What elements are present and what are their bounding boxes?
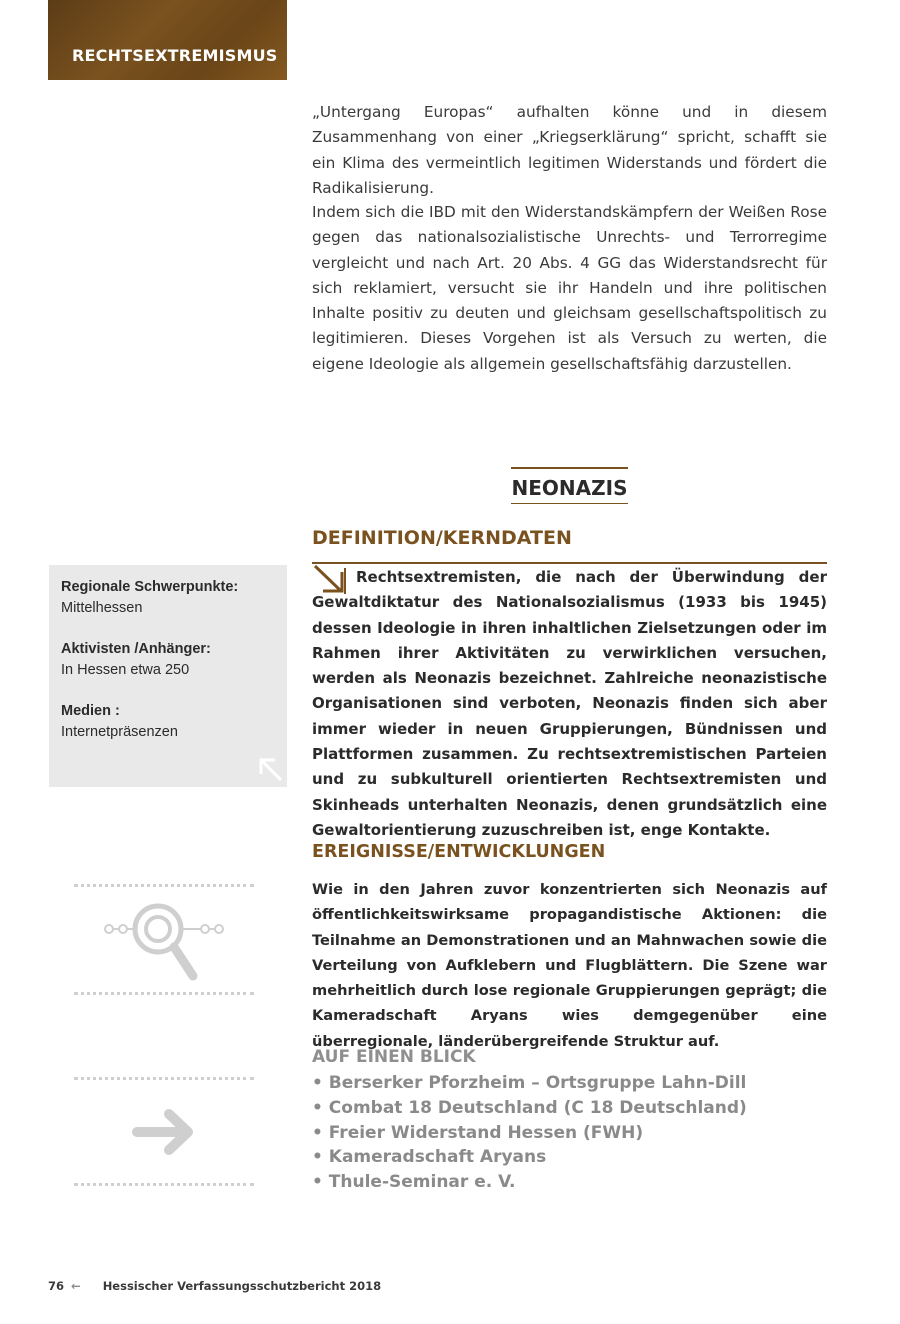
dotted-divider [74, 884, 254, 887]
dotted-divider [74, 992, 254, 995]
body-paragraph-1: „Untergang Europas“ aufhalten könne und in diesem Zusammenhang von einer „Kriegserklärung“ spricht, schafft sie ein Klima des vermeintlich legitimen Widerstands und fördert die Radikalisierung. [312, 103, 827, 197]
events-heading: EREIGNISSE/ENTWICKLUNGEN [312, 842, 606, 862]
facts-value-media: Internetpräsenzen [61, 724, 178, 740]
definition-rule [312, 562, 827, 564]
list-item: • Thule-Seminar e. V. [312, 1172, 516, 1193]
key-facts-box [49, 565, 287, 787]
definition-heading: DEFINITION/KERNDATEN [312, 527, 572, 549]
events-text: Wie in den Jahren zuvor konzentrierten sich Neonazis auf öffentlichkeitswirksame propagandistische Aktionen: die Teilnahme an Demonstrationen und an Mahnwachen sowie die Verteilung von Aufklebern und Flugblättern. Die Szene war mehrheitlich durch lose regionale Gruppierungen geprägt; die Kameradschaft Aryans wies demgegenüber eine überregionale, länderübergreifende Struktur auf. [312, 881, 827, 1050]
back-arrow-icon: ← [71, 1279, 81, 1293]
magnifier-icon [103, 900, 225, 984]
facts-label-regions: Regionale Schwerpunkte: [61, 579, 239, 595]
facts-value-regions: Mittelhessen [61, 600, 143, 616]
facts-value-activists: In Hessen etwa 250 [61, 662, 190, 678]
report-title: Hessischer Verfassungsschutzbericht 2018 [102, 1279, 382, 1293]
section-title: NEONAZIS [511, 467, 628, 504]
expand-arrow-icon [255, 754, 285, 784]
section-label: RECHTSEXTREMISMUS [72, 46, 278, 65]
list-item: • Berserker Pforzheim – Ortsgruppe Lahn-Dill [312, 1073, 747, 1093]
page-number: 76 [48, 1279, 65, 1293]
facts-label-media: Medien : [61, 703, 120, 719]
list-item: • Freier Widerstand Hessen (FWH) [312, 1122, 644, 1143]
page-footer [48, 1279, 381, 1293]
overview-heading: AUF EINEN BLICK [312, 1047, 476, 1067]
facts-label-activists: Aktivisten /Anhänger: [61, 641, 211, 657]
list-item: • Combat 18 Deutschland (C 18 Deutschland) [312, 1097, 747, 1118]
dotted-divider [74, 1183, 254, 1186]
section-header-band [48, 0, 287, 80]
definition-text: Rechtsextremisten, die nach der Überwindung der Gewaltdiktatur des Nationalsozialismus (1933 bis 1945) dessen Ideologie in ihren inhaltlichen Zielsetzungen oder im Rahmen ihrer Aktivitäten zu verwirklichen versuchen, werden als Neonazis bezeichnet. Zahlreiche neonazistische Organisationen sind verboten, Neonazis finden sich aber immer wieder in neuen Gruppierungen, Bündnissen und Plattformen zusammen. Zu rechtsextremistischen Parteien und zu subkulturell orientierten Rechtsextremisten und Skinheads unterhalten Neonazis, denen grundsätzlich eine Gewaltorientierung zuzuschreiben ist, enge Kontakte. [312, 568, 827, 839]
arrow-right-icon [131, 1108, 195, 1156]
dotted-divider [74, 1077, 254, 1080]
overview-list [312, 1071, 747, 1195]
list-item: • Kameradschaft Aryans [312, 1147, 547, 1168]
body-paragraph-2: Indem sich die IBD mit den Widerstandskämpfern der Weißen Rose gegen das nationalsozialistische Unrechts- und Terrorregime vergleicht und nach Art. 20 Abs. 4 GG das Widerstandsrecht für sich reklamiert, versucht sie ihr Handeln und ihre politischen Inhalte positiv zu deuten und gleichsam gesellschaftspolitisch zu legitimieren. Dieses Vorgehen ist als Versuch zu werten, die eigene Ideologie als allgemein gesellschaftsfähig darzustellen. [312, 203, 827, 373]
